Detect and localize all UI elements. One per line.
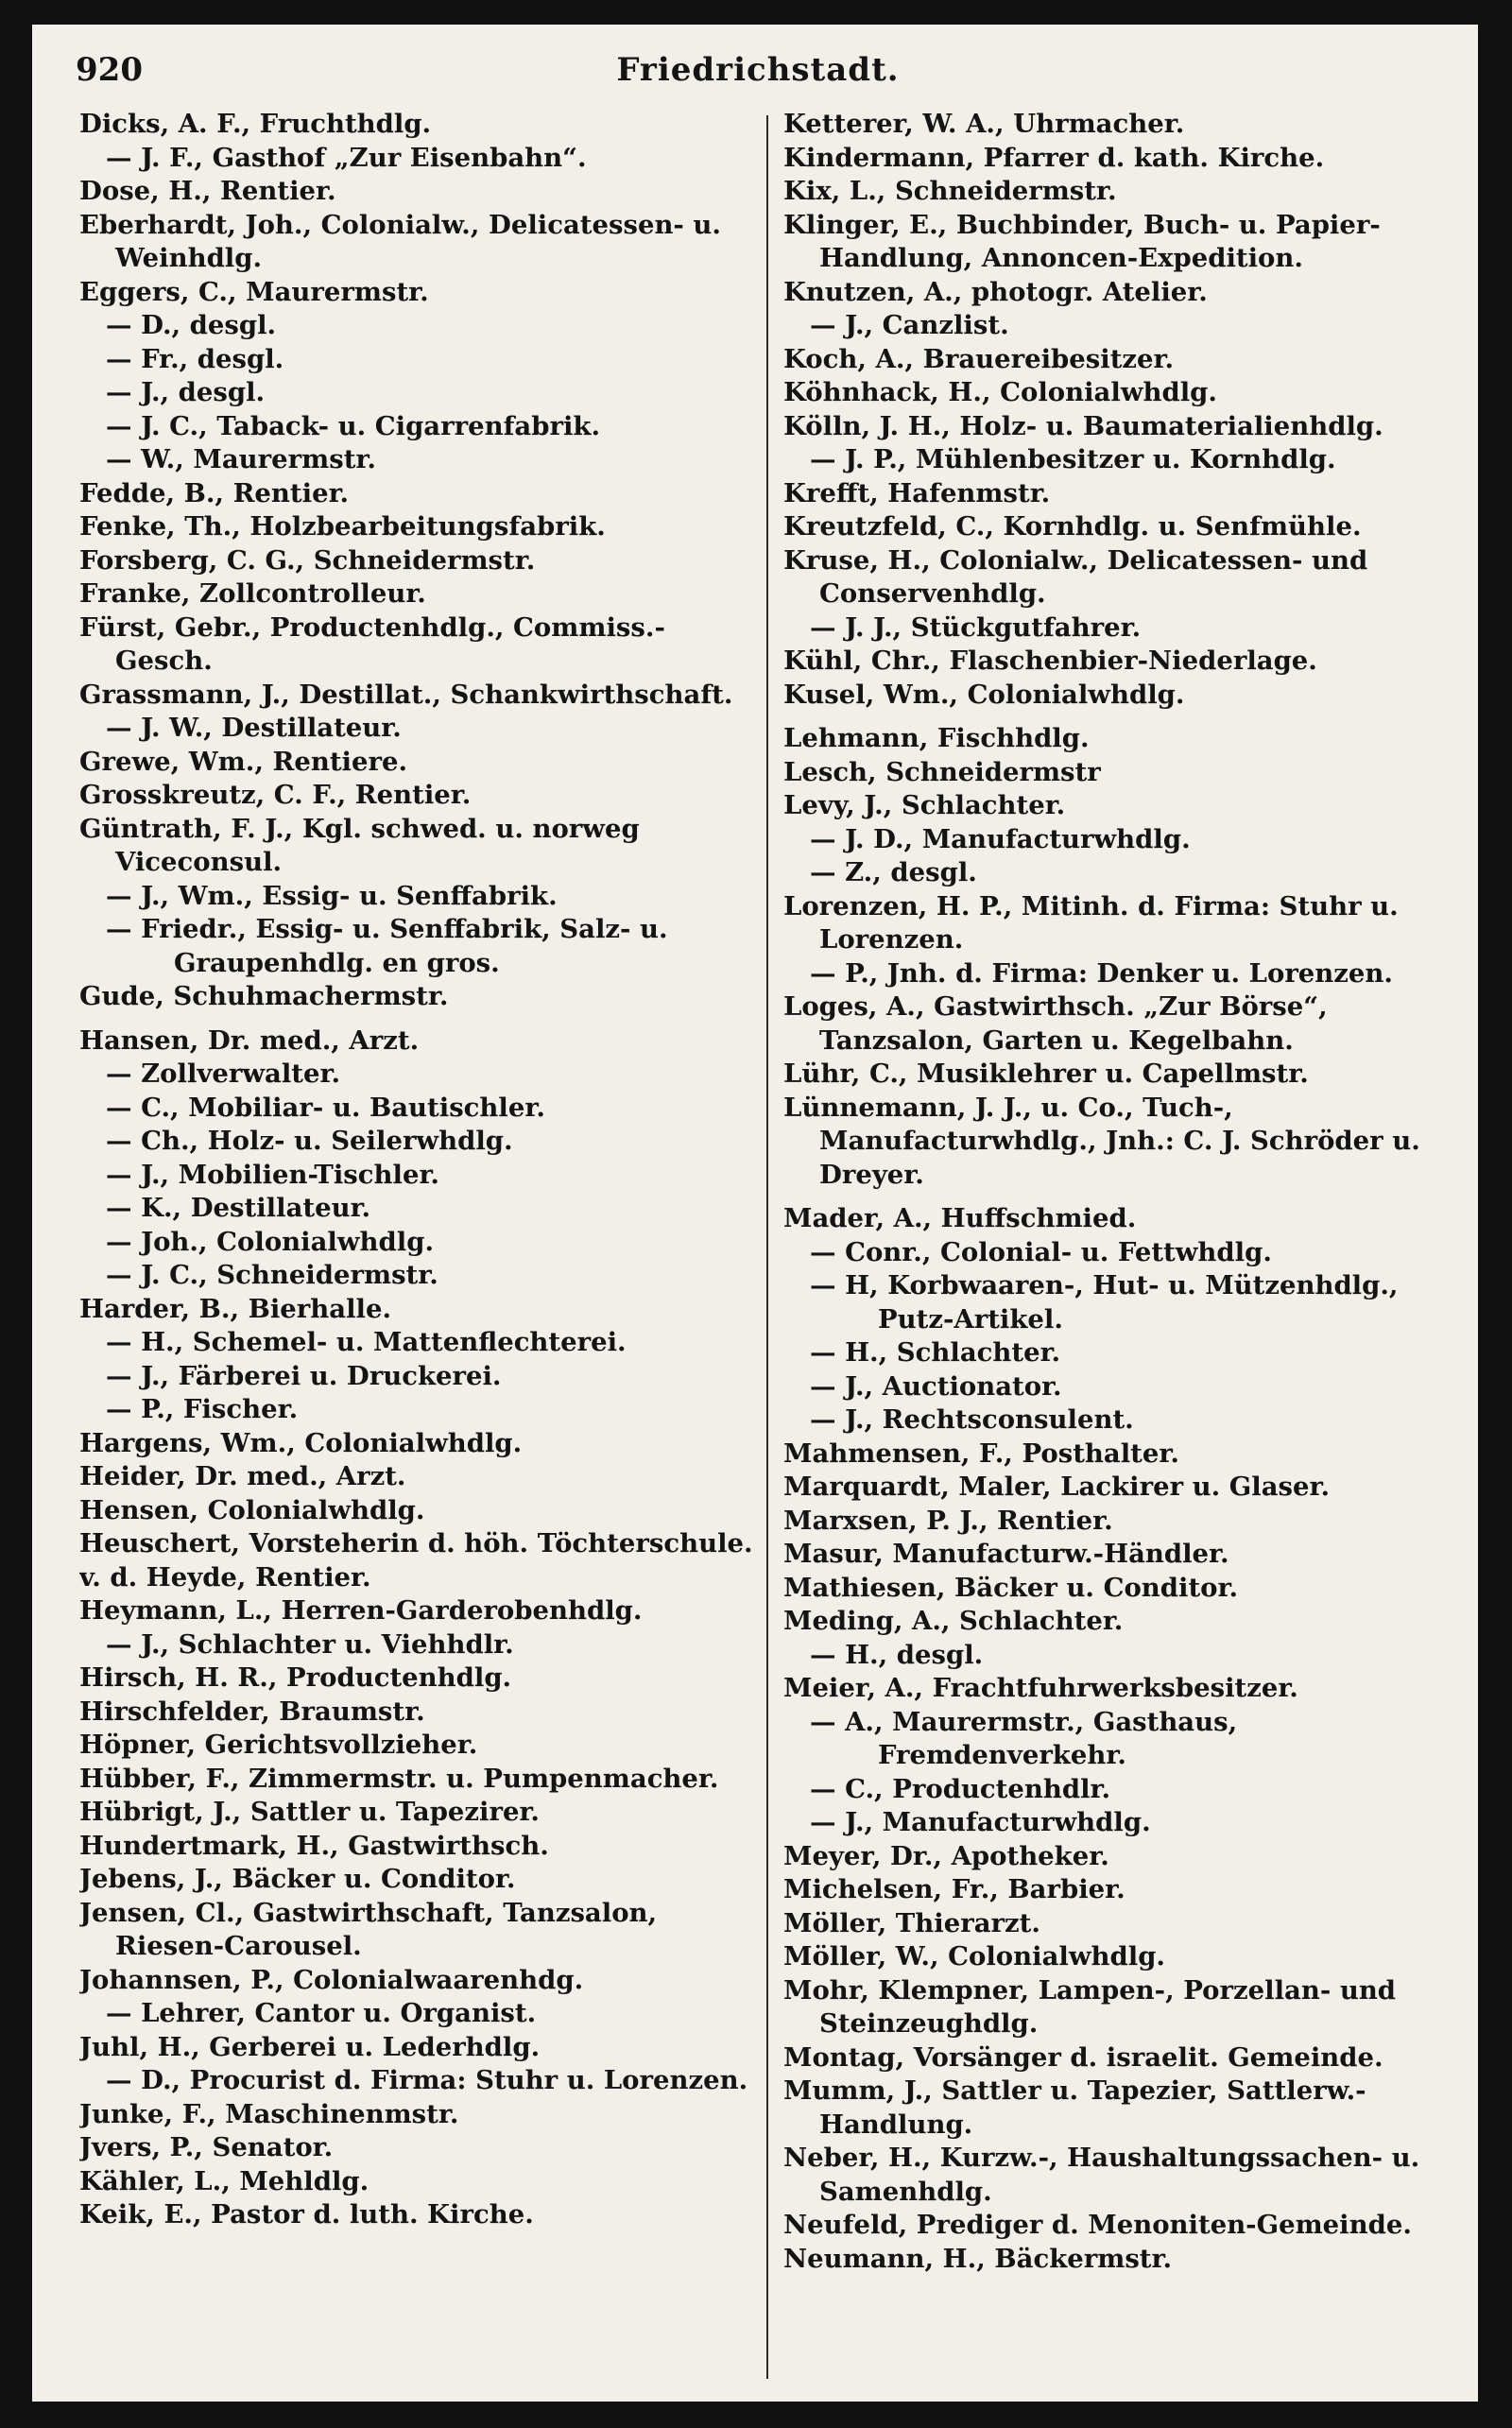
directory-entry: Johannsen, P., Colonialwaarenhdg. — [79, 1964, 584, 1995]
directory-entry: Franke, Zollcontrolleur. — [79, 578, 426, 609]
directory-entry: — C., Mobiliar- u. Bautischler. — [106, 1092, 545, 1123]
directory-entry: — J., Canzlist. — [810, 310, 1009, 340]
directory-entry: Kruse, H., Colonialw., Delicatessen- und Conservenhdlg. — [783, 544, 1368, 609]
directory-entry: — Conr., Colonial- u. Fettwhdlg. — [810, 1236, 1272, 1267]
directory-entry: — Zollverwalter. — [106, 1059, 341, 1089]
directory-entry: Hübber, F., Zimmermstr. u. Pumpenmacher. — [79, 1763, 719, 1794]
directory-entry: Hirsch, H. R., Productenhdlg. — [79, 1662, 512, 1693]
directory-entry: Heider, Dr. med., Arzt. — [79, 1461, 406, 1491]
directory-entry: — P., Fischer. — [106, 1394, 299, 1424]
directory-entry: Mahmensen, F., Posthalter. — [783, 1438, 1179, 1469]
directory-entry: — J., Manufacturwhdlg. — [810, 1807, 1151, 1837]
directory-entry: Jensen, Cl., Gastwirthschaft, Tanzsalon, Riesen-Carousel. — [79, 1897, 658, 1961]
directory-entry: Gude, Schuhmachermstr. — [79, 981, 449, 1011]
directory-entry: Möller, Thierarzt. — [783, 1907, 1040, 1938]
page-number: 920 — [76, 51, 143, 89]
directory-entry: Mader, A., Huffschmied. — [783, 1203, 1137, 1233]
directory-entry: Krefft, Hafenmstr. — [783, 477, 1051, 508]
directory-entry: Junke, F., Maschinenmstr. — [79, 2098, 459, 2129]
directory-entry: v. d. Heyde, Rentier. — [79, 1561, 371, 1593]
directory-entry: — J. J., Stückgutfahrer. — [810, 611, 1142, 643]
directory-entry: — Ch., Holz- u. Seilerwhdlg. — [106, 1126, 513, 1156]
directory-entry: Mathiesen, Bäcker u. Conditor. — [783, 1572, 1239, 1603]
directory-entry: Marxsen, P. J., Rentier. — [783, 1505, 1113, 1536]
directory-entry: Harder, B., Bierhalle. — [79, 1293, 392, 1324]
directory-entry: — J. D., Manufacturwhdlg. — [810, 823, 1191, 854]
directory-entry: Kölln, J. H., Holz- u. Baumaterialienhdlg. — [783, 410, 1383, 441]
directory-entry: Hargens, Wm., Colonialwhdlg. — [79, 1427, 523, 1458]
directory-entry: Masur, Manufacturw.-Händler. — [783, 1539, 1229, 1569]
directory-entry: — J., Auctionator. — [810, 1370, 1062, 1402]
directory-entry: Fedde, B., Rentier. — [79, 477, 350, 508]
directory-entry: — Fr., desgl. — [106, 343, 284, 374]
directory-entry: — J., Mobilien-Tischler. — [106, 1159, 439, 1190]
directory-entry: — J., desgl. — [106, 377, 266, 407]
directory-entry: — J. W., Destillateur. — [106, 713, 402, 743]
directory-entry: Neufeld, Prediger d. Menoniten-Gemeinde. — [783, 2210, 1412, 2240]
page-header — [76, 45, 1440, 98]
directory-entry: Knutzen, A., photogr. Atelier. — [783, 276, 1208, 307]
left-column — [79, 108, 758, 2395]
directory-entry: Hundertmark, H., Gastwirthsch. — [79, 1830, 549, 1861]
directory-entry: Kindermann, Pfarrer d. kath. Kirche. — [783, 142, 1325, 173]
directory-entry: Mohr, Klempner, Lampen-, Porzellan- und Steinzeughdlg. — [783, 1974, 1397, 2039]
directory-entry: — J., Färberei u. Druckerei. — [106, 1360, 502, 1391]
directory-entry: Heymann, L., Herren-Garderobenhdlg. — [79, 1595, 643, 1626]
directory-entry: Heuschert, Vorsteherin d. höh. Töchterschule. — [79, 1528, 753, 1558]
directory-entry: Hansen, Dr. med., Arzt. — [79, 1025, 420, 1056]
directory-entry: Hensen, Colonialwhdlg. — [79, 1494, 425, 1525]
directory-entry: Koch, A., Brauereibesitzer. — [783, 343, 1175, 374]
directory-entry: Höpner, Gerichtsvollzieher. — [79, 1730, 478, 1760]
directory-entry: — J. C., Schneidermstr. — [106, 1260, 438, 1290]
directory-entry: Juhl, H., Gerberei u. Lederhdlg. — [79, 2031, 541, 2062]
directory-entry: Neumann, H., Bäckermstr. — [783, 2243, 1173, 2274]
directory-entry: — H, Korbwaaren-, Hut- u. Mützenhdlg., Putz-Artikel. — [810, 1270, 1399, 1335]
directory-entry: Keik, E., Pastor d. luth. Kirche. — [79, 2199, 534, 2230]
directory-entry: — Joh., Colonialwhdlg. — [106, 1226, 435, 1257]
directory-entry: — J., Wm., Essig- u. Senffabrik. — [106, 880, 558, 911]
directory-entry: — H., Schlachter. — [810, 1337, 1061, 1368]
directory-entry: Möller, W., Colonialwhdlg. — [783, 1941, 1166, 1972]
directory-entry: Ketterer, W. A., Uhrmacher. — [783, 109, 1185, 139]
directory-entry: Lühr, C., Musiklehrer u. Capellmstr. — [783, 1059, 1309, 1089]
directory-entry: Kusel, Wm., Colonialwhdlg. — [783, 679, 1185, 710]
directory-entry: — P., Jnh. d. Firma: Denker u. Lorenzen. — [810, 957, 1393, 989]
directory-entry: Hübrigt, J., Sattler u. Tapezirer. — [79, 1797, 541, 1827]
directory-entry: Meding, A., Schlachter. — [783, 1606, 1124, 1636]
directory-entry: Fenke, Th., Holzbearbeitungsfabrik. — [79, 511, 606, 542]
column-divider — [766, 115, 768, 2379]
directory-entry: Grassmann, J., Destillat., Schankwirthschaft. — [79, 679, 733, 710]
directory-entry: — H., desgl. — [810, 1639, 984, 1670]
directory-entry: Mumm, J., Sattler u. Tapezier, Sattlerw.-Handlung. — [783, 2075, 1366, 2140]
directory-entry: Meier, A., Frachtfuhrwerksbesitzer. — [783, 1673, 1298, 1703]
directory-entry: Montag, Vorsänger d. israelit. Gemeinde. — [783, 2041, 1383, 2073]
directory-entry: — C., Productenhdlr. — [810, 1773, 1111, 1804]
directory-entry: Fürst, Gebr., Productenhdlg., Commiss.-Gesch. — [79, 611, 665, 676]
directory-entry: — Lehrer, Cantor u. Organist. — [106, 1998, 537, 2028]
directory-entry: Köhnhack, H., Colonialwhdlg. — [783, 377, 1217, 407]
directory-entry: Loges, A., Gastwirthsch. „Zur Börse“, Tanzsalon, Garten u. Kegelbahn. — [783, 991, 1328, 1056]
directory-entry: — K., Destillateur. — [106, 1193, 371, 1223]
directory-entry: Levy, J., Schlachter. — [783, 790, 1066, 820]
directory-page — [32, 25, 1478, 2402]
directory-entry: — Friedr., Essig- u. Senffabrik, Salz- u. Graupenhdlg. en gros. — [106, 914, 668, 978]
directory-entry: — J. P., Mühlenbesitzer u. Kornhdlg. — [810, 444, 1336, 474]
directory-entry: Güntrath, F. J., Kgl. schwed. u. norweg Viceconsul. — [79, 813, 640, 877]
directory-entry: Marquardt, Maler, Lackirer u. Glaser. — [783, 1472, 1331, 1502]
directory-entry: Jvers, P., Senator. — [79, 2132, 334, 2162]
directory-entry: Hirschfelder, Braumstr. — [79, 1696, 425, 1727]
directory-entry: — Z., desgl. — [810, 857, 977, 887]
directory-entry: — J., Rechtsconsulent. — [810, 1404, 1134, 1435]
directory-entry: — A., Maurermstr., Gasthaus, Fremdenverkehr. — [810, 1706, 1238, 1770]
directory-entry: Klinger, E., Buchbinder, Buch- u. Papier-Handlung, Annoncen-Expedition. — [783, 209, 1381, 273]
directory-entry: Forsberg, C. G., Schneidermstr. — [79, 544, 536, 576]
directory-entry: Lorenzen, H. P., Mitinh. d. Firma: Stuhr u. Lorenzen. — [783, 890, 1399, 955]
directory-entry: Lesch, Schneidermstr — [783, 756, 1101, 787]
running-head-title: Friedrichstadt. — [616, 51, 900, 89]
directory-entry: Kühl, Chr., Flaschenbier-Niederlage. — [783, 646, 1317, 676]
directory-entry: Meyer, Dr., Apotheker. — [783, 1840, 1109, 1871]
directory-entry: Neber, H., Kurzw.-, Haushaltungssachen- u. Samenhdlg. — [783, 2143, 1420, 2207]
directory-entry: — H., Schemel- u. Mattenflechterei. — [106, 1327, 627, 1357]
directory-entry: — J. C., Taback- u. Cigarrenfabrik. — [106, 410, 601, 441]
directory-entry: — D., Procurist d. Firma: Stuhr u. Lorenzen. — [106, 2065, 748, 2095]
directory-entry: Eberhardt, Joh., Colonialw., Delicatessen- u. Weinhdlg. — [79, 209, 721, 273]
directory-entry: Kreutzfeld, C., Kornhdlg. u. Senfmühle. — [783, 511, 1362, 542]
directory-entry: Dose, H., Rentier. — [79, 176, 336, 206]
directory-entry: Dicks, A. F., Fruchthdlg. — [79, 109, 432, 139]
directory-entry: Eggers, C., Maurermstr. — [79, 276, 429, 307]
directory-entry: — W., Maurermstr. — [106, 444, 376, 474]
directory-entry: Lehmann, Fischhdlg. — [783, 723, 1090, 753]
directory-entry: Lünnemann, J. J., u. Co., Tuch-, Manufacturwhdlg., Jnh.: C. J. Schröder u. Dreyer. — [783, 1092, 1420, 1190]
directory-entry: Michelsen, Fr., Barbier. — [783, 1874, 1125, 1904]
directory-entry: Grewe, Wm., Rentiere. — [79, 746, 408, 777]
directory-entry: — J., Schlachter u. Viehhdlr. — [106, 1628, 514, 1660]
right-column — [783, 108, 1454, 2395]
directory-entry: Jebens, J., Bäcker u. Conditor. — [79, 1864, 516, 1894]
directory-entry: — D., desgl. — [106, 310, 277, 340]
directory-entry: Kix, L., Schneidermstr. — [783, 176, 1117, 206]
directory-entry: — J. F., Gasthof „Zur Eisenbahn“. — [106, 142, 587, 173]
directory-entry: Grosskreutz, C. F., Rentier. — [79, 780, 472, 810]
directory-entry: Kähler, L., Mehldlg. — [79, 2165, 369, 2196]
